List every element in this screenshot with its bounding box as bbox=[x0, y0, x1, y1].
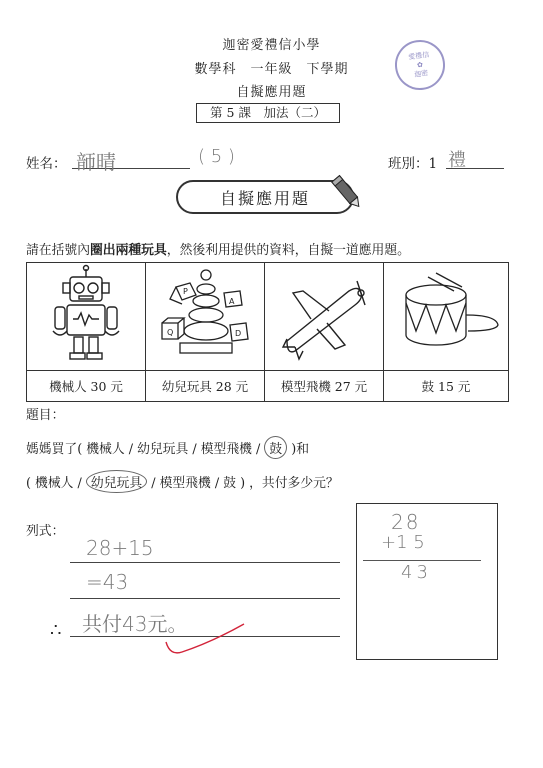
calc-add-line: +1 5 bbox=[381, 532, 425, 553]
question-line-2-text: ( 機械人 / bbox=[26, 476, 82, 491]
question-line-2-end: / 模型飛機 / 鼓 ) ，共付多少元？ bbox=[151, 476, 339, 491]
pencil-icon bbox=[330, 172, 366, 212]
question-label: 題目： bbox=[26, 408, 65, 423]
working-label: 列式： bbox=[26, 524, 65, 539]
answer-line-1 bbox=[70, 562, 340, 563]
toy-cell-baby-toy bbox=[146, 263, 265, 371]
toy-label-plane: 模型飛機 27 元 bbox=[265, 371, 384, 402]
toy-cell-drum bbox=[384, 263, 509, 371]
class-field[interactable] bbox=[446, 146, 504, 169]
circled-choice-baby-toy[interactable]: 幼兒玩具 bbox=[86, 470, 147, 493]
robot-icon bbox=[27, 263, 145, 366]
instruction-emphasis: 圈出兩種玩具 bbox=[89, 243, 167, 258]
answer-line-2 bbox=[70, 598, 340, 599]
topic-heading: 自擬應用題 bbox=[236, 85, 307, 100]
svg-text:D: D bbox=[235, 329, 242, 338]
toy-cell-robot bbox=[27, 263, 146, 371]
question-line-1 bbox=[26, 436, 309, 459]
question-line-1-text: 媽媽買了( 機械人 / 幼兒玩具 / 模型飛機 / bbox=[26, 442, 261, 457]
instruction-text-end: ，然後利用提供的資料，自擬一道應用題。 bbox=[166, 243, 410, 258]
vertical-calc-box bbox=[356, 503, 498, 660]
svg-text:Q: Q bbox=[167, 328, 174, 337]
working-line-2: =43 bbox=[86, 570, 129, 594]
toy-cell-plane bbox=[265, 263, 384, 371]
svg-text:A: A bbox=[229, 297, 235, 306]
circled-choice-drum[interactable]: 鼓 bbox=[264, 436, 287, 459]
question-line-1-end: )和 bbox=[291, 442, 310, 457]
class-value: 禮 bbox=[448, 150, 466, 171]
calc-top-number: 28 bbox=[391, 510, 421, 534]
baby-toy-icon bbox=[146, 263, 264, 366]
banner-title: 自擬應用題 bbox=[219, 189, 310, 208]
lesson-title: 第 5 課 加法（二） bbox=[196, 103, 340, 123]
instruction-text: 請在括號內 bbox=[26, 243, 90, 258]
name-label: 姓名： bbox=[26, 156, 67, 172]
svg-text:P: P bbox=[183, 287, 188, 296]
student-number: ( 5 ) bbox=[198, 146, 235, 167]
name-value: 韴晴 bbox=[76, 150, 116, 174]
working-line-1: 28+15 bbox=[86, 536, 154, 560]
working-answer: 共付43元。 bbox=[82, 612, 188, 636]
section-banner bbox=[176, 180, 354, 214]
name-field[interactable] bbox=[72, 146, 190, 174]
school-name: 迦密愛禮信小學 bbox=[222, 38, 321, 53]
toys-table bbox=[26, 262, 509, 402]
school-seal-stamp: 愛禮信 ✿ 迦密 bbox=[392, 37, 448, 93]
drum-icon bbox=[384, 263, 508, 366]
subject-line: 數學科 一年級 下學期 bbox=[194, 62, 349, 77]
calc-result: 43 bbox=[401, 562, 432, 583]
teacher-check-mark bbox=[160, 620, 250, 660]
class-label: 班別：1 bbox=[388, 156, 438, 172]
toy-label-baby-toy: 幼兒玩具 28 元 bbox=[146, 371, 265, 402]
toy-label-drum: 鼓 15 元 bbox=[384, 371, 509, 402]
question-line-2 bbox=[26, 470, 339, 493]
toy-label-robot: 機械人 30 元 bbox=[27, 371, 146, 402]
therefore-symbol: ∴ bbox=[50, 620, 62, 641]
calc-rule bbox=[363, 560, 481, 561]
plane-icon bbox=[265, 263, 383, 366]
instruction bbox=[26, 239, 410, 258]
